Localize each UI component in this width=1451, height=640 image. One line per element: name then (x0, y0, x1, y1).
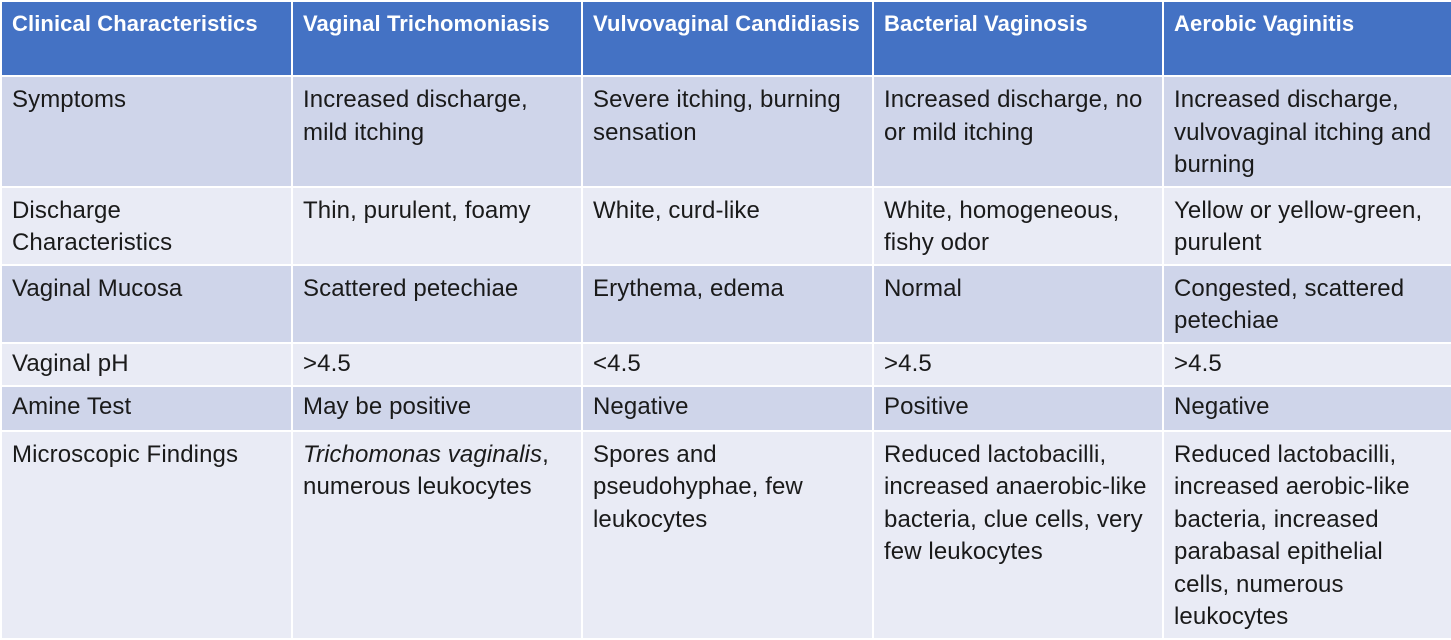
cell-candidiasis: Negative (582, 386, 873, 431)
row-label: Vaginal pH (1, 343, 292, 386)
header-bacterial-vaginosis: Bacterial Vaginosis (873, 1, 1163, 76)
cell-trichomoniasis: Increased discharge, mild itching (292, 76, 582, 187)
cell-trichomoniasis: May be positive (292, 386, 582, 431)
cell-aerobic-vaginitis: >4.5 (1163, 343, 1451, 386)
cell-trichomoniasis: Scattered petechiae (292, 265, 582, 343)
cell-trichomoniasis: >4.5 (292, 343, 582, 386)
cell-candidiasis: <4.5 (582, 343, 873, 386)
row-label: Microscopic Findings (1, 431, 292, 639)
row-vaginal-ph (1, 343, 1451, 386)
cell-aerobic-vaginitis: Congested, scattered petechiae (1163, 265, 1451, 343)
cell-aerobic-vaginitis: Reduced lactobacilli, increased aerobic-like bacteria, increased parabasal epithelial cells, numerous leukocytes (1163, 431, 1451, 639)
header-vulvovaginal-candidiasis: Vulvovaginal Candidiasis (582, 1, 873, 76)
row-label: Vaginal Mucosa (1, 265, 292, 343)
cell-trichomoniasis (292, 431, 582, 639)
row-microscopic-findings (1, 431, 1451, 639)
header-clinical-characteristics: Clinical Characteristics (1, 1, 292, 76)
cell-aerobic-vaginitis: Yellow or yellow-green, purulent (1163, 187, 1451, 265)
cell-candidiasis: Severe itching, burning sensation (582, 76, 873, 187)
organism-name: Trichomonas vaginalis (303, 440, 543, 468)
cell-aerobic-vaginitis: Negative (1163, 386, 1451, 431)
row-label: Symptoms (1, 76, 292, 187)
row-amine-test (1, 386, 1451, 431)
cell-candidiasis: White, curd-like (582, 187, 873, 265)
header-row (1, 1, 1451, 76)
cell-aerobic-vaginitis: Increased discharge, vulvovaginal itching and burning (1163, 76, 1451, 187)
cell-candidiasis: Erythema, edema (582, 265, 873, 343)
row-symptoms (1, 76, 1451, 187)
cell-bacterial-vaginosis: Increased discharge, no or mild itching (873, 76, 1163, 187)
cell-bacterial-vaginosis: >4.5 (873, 343, 1163, 386)
cell-bacterial-vaginosis: Normal (873, 265, 1163, 343)
row-vaginal-mucosa (1, 265, 1451, 343)
cell-candidiasis: Spores and pseudohyphae, few leukocytes (582, 431, 873, 639)
cell-bacterial-vaginosis: Positive (873, 386, 1163, 431)
row-label: Discharge Characteristics (1, 187, 292, 265)
header-aerobic-vaginitis: Aerobic Vaginitis (1163, 1, 1451, 76)
cell-trichomoniasis: Thin, purulent, foamy (292, 187, 582, 265)
row-label: Amine Test (1, 386, 292, 431)
header-vaginal-trichomoniasis: Vaginal Trichomoniasis (292, 1, 582, 76)
cell-bacterial-vaginosis: Reduced lactobacilli, increased anaerobic-like bacteria, clue cells, very few leukocytes (873, 431, 1163, 639)
row-discharge-characteristics (1, 187, 1451, 265)
cell-text: , numerous leukocytes (303, 440, 549, 500)
cell-bacterial-vaginosis: White, homogeneous, fishy odor (873, 187, 1163, 265)
